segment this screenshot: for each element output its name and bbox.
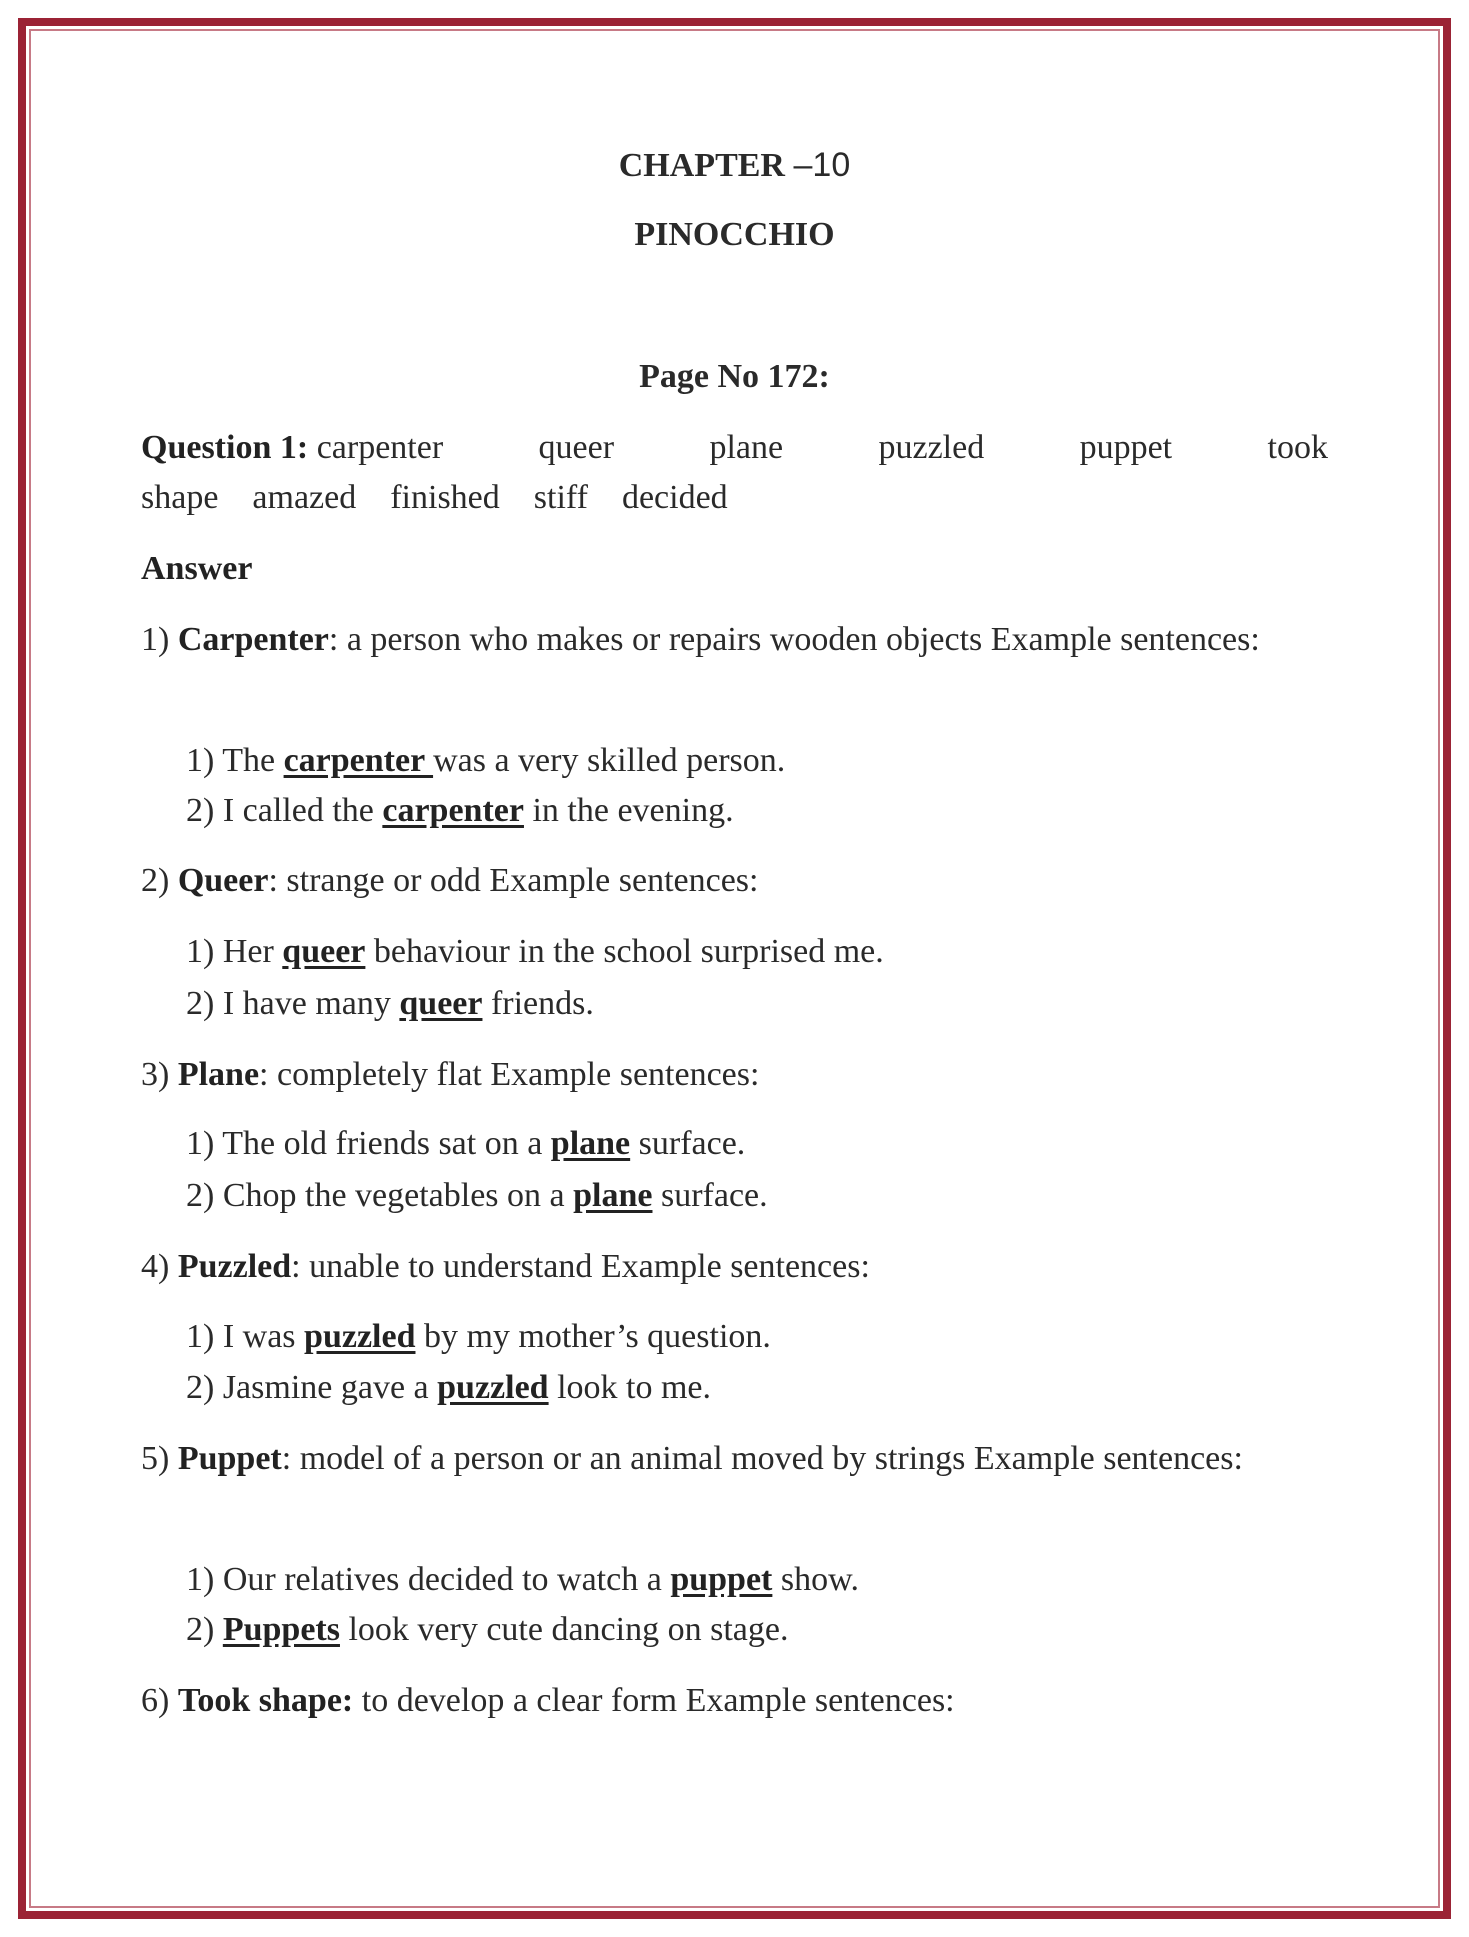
item-number: 3) [141, 1056, 170, 1093]
item-number: 5) [141, 1440, 170, 1477]
example-sentence [186, 736, 1326, 786]
example-keyword: Puppets [222, 1611, 340, 1648]
example-number: 2) [186, 792, 215, 829]
example-before: Our relatives decided to watch a [222, 1561, 671, 1598]
example-sentence [186, 786, 1326, 836]
example-before: I have many [222, 985, 400, 1022]
item-colon: : [259, 1056, 269, 1093]
example-number: 2) [186, 985, 215, 1022]
item-term: Carpenter [177, 621, 329, 658]
item-term: Took shape: [177, 1682, 354, 1719]
example-after: surface. [652, 1177, 768, 1214]
item-definition: strange or odd Example sentences: [277, 862, 759, 899]
question-word: carpenter [316, 429, 444, 466]
example-sentence [186, 1171, 1326, 1221]
item-number: 2) [141, 862, 170, 899]
example-before: I was [222, 1318, 305, 1355]
chapter-dash: – [793, 146, 813, 184]
item-definition: a person who makes or repairs wooden objects Example sentences: [338, 621, 1260, 658]
example-sentence [186, 1312, 1326, 1362]
example-after: behaviour in the school surprised me. [365, 933, 884, 970]
example-before: Her [222, 933, 283, 970]
example-keyword: plane [550, 1125, 631, 1162]
item-colon: : [281, 1440, 292, 1477]
example-keyword: queer [399, 985, 483, 1022]
example-number: 2) [186, 1611, 215, 1648]
example-after: in the evening. [523, 792, 734, 829]
question-1 [141, 423, 1328, 523]
question-word: took [1267, 429, 1328, 466]
item-colon: : [328, 621, 339, 658]
question-word: queer [538, 429, 615, 466]
answer-heading [141, 544, 1328, 594]
example-sentence [186, 1605, 1326, 1655]
example-keyword: carpenter [283, 742, 434, 779]
example-before: Chop the vegetables on a [222, 1177, 574, 1214]
item-definition: unable to understand Example sentences: [300, 1248, 870, 1285]
question-word: amazed [252, 479, 357, 516]
example-number: 1) [186, 1318, 215, 1355]
example-after: look very cute dancing on stage. [339, 1611, 789, 1648]
answer-item [141, 1242, 1328, 1292]
example-keyword: puzzled [304, 1318, 416, 1355]
item-definition: model of a person or an animal moved by strings Example sentences: [291, 1440, 1243, 1477]
example-keyword: plane [573, 1177, 653, 1214]
item-number: 1) [141, 621, 170, 658]
question-word: plane [709, 429, 784, 466]
question-line-2 [141, 473, 1328, 523]
question-word: finished [390, 479, 500, 516]
item-term: Plane [177, 1056, 260, 1093]
example-keyword: queer [282, 933, 366, 970]
chapter-title: PINOCCHIO [634, 216, 835, 253]
example-sentence [186, 1119, 1326, 1169]
page-heading: Page No 172: [639, 358, 830, 395]
chapter-number: 10 [812, 146, 851, 184]
example-number: 2) [186, 1177, 215, 1214]
example-number: 2) [186, 1369, 215, 1406]
example-before: The [222, 742, 284, 779]
example-before: I called the [222, 792, 383, 829]
answer-item [141, 856, 1328, 906]
example-after: surface. [630, 1125, 746, 1162]
item-number: 4) [141, 1248, 170, 1285]
question-line-1 [141, 423, 1328, 473]
example-after: friends. [482, 985, 594, 1022]
question-label: Question 1: [141, 429, 309, 466]
example-number: 1) [186, 933, 215, 970]
chapter-label: CHAPTER [618, 147, 785, 184]
item-colon: : [268, 862, 278, 899]
example-keyword: puppet [670, 1561, 773, 1598]
question-word: puzzled [878, 429, 985, 466]
example-sentence [186, 1363, 1326, 1413]
item-definition: to develop a clear form Example sentences: [353, 1682, 955, 1719]
item-definition: completely flat Example sentences: [268, 1056, 760, 1093]
item-term: Queer [177, 862, 269, 899]
example-keyword: carpenter [382, 792, 524, 829]
item-number: 6) [141, 1682, 170, 1719]
example-keyword: puzzled [437, 1369, 549, 1406]
example-number: 1) [186, 742, 215, 779]
question-word: stiff [533, 479, 588, 516]
example-number: 1) [186, 1561, 215, 1598]
question-word: decided [621, 479, 728, 516]
example-sentence [186, 927, 1326, 977]
example-number: 1) [186, 1125, 215, 1162]
answer-item [141, 615, 1328, 665]
question-word: puppet [1079, 429, 1173, 466]
example-sentence [186, 1555, 1326, 1605]
item-term: Puppet [177, 1440, 282, 1477]
example-after: by my mother’s question. [415, 1318, 771, 1355]
answer-item [141, 1050, 1328, 1100]
example-sentence [186, 979, 1326, 1029]
item-term: Puzzled [177, 1248, 292, 1285]
example-before: Jasmine gave a [222, 1369, 438, 1406]
chapter-heading [141, 140, 1328, 191]
question-word: shape [141, 479, 219, 516]
example-after: show. [772, 1561, 859, 1598]
example-after: look to me. [548, 1369, 712, 1406]
example-before: The old friends sat on a [222, 1125, 551, 1162]
answer-item [141, 1676, 1328, 1726]
answer-item [141, 1434, 1328, 1484]
item-colon: : [291, 1248, 301, 1285]
example-after: was a very skilled person. [433, 742, 786, 779]
answer-label: Answer [141, 550, 253, 587]
